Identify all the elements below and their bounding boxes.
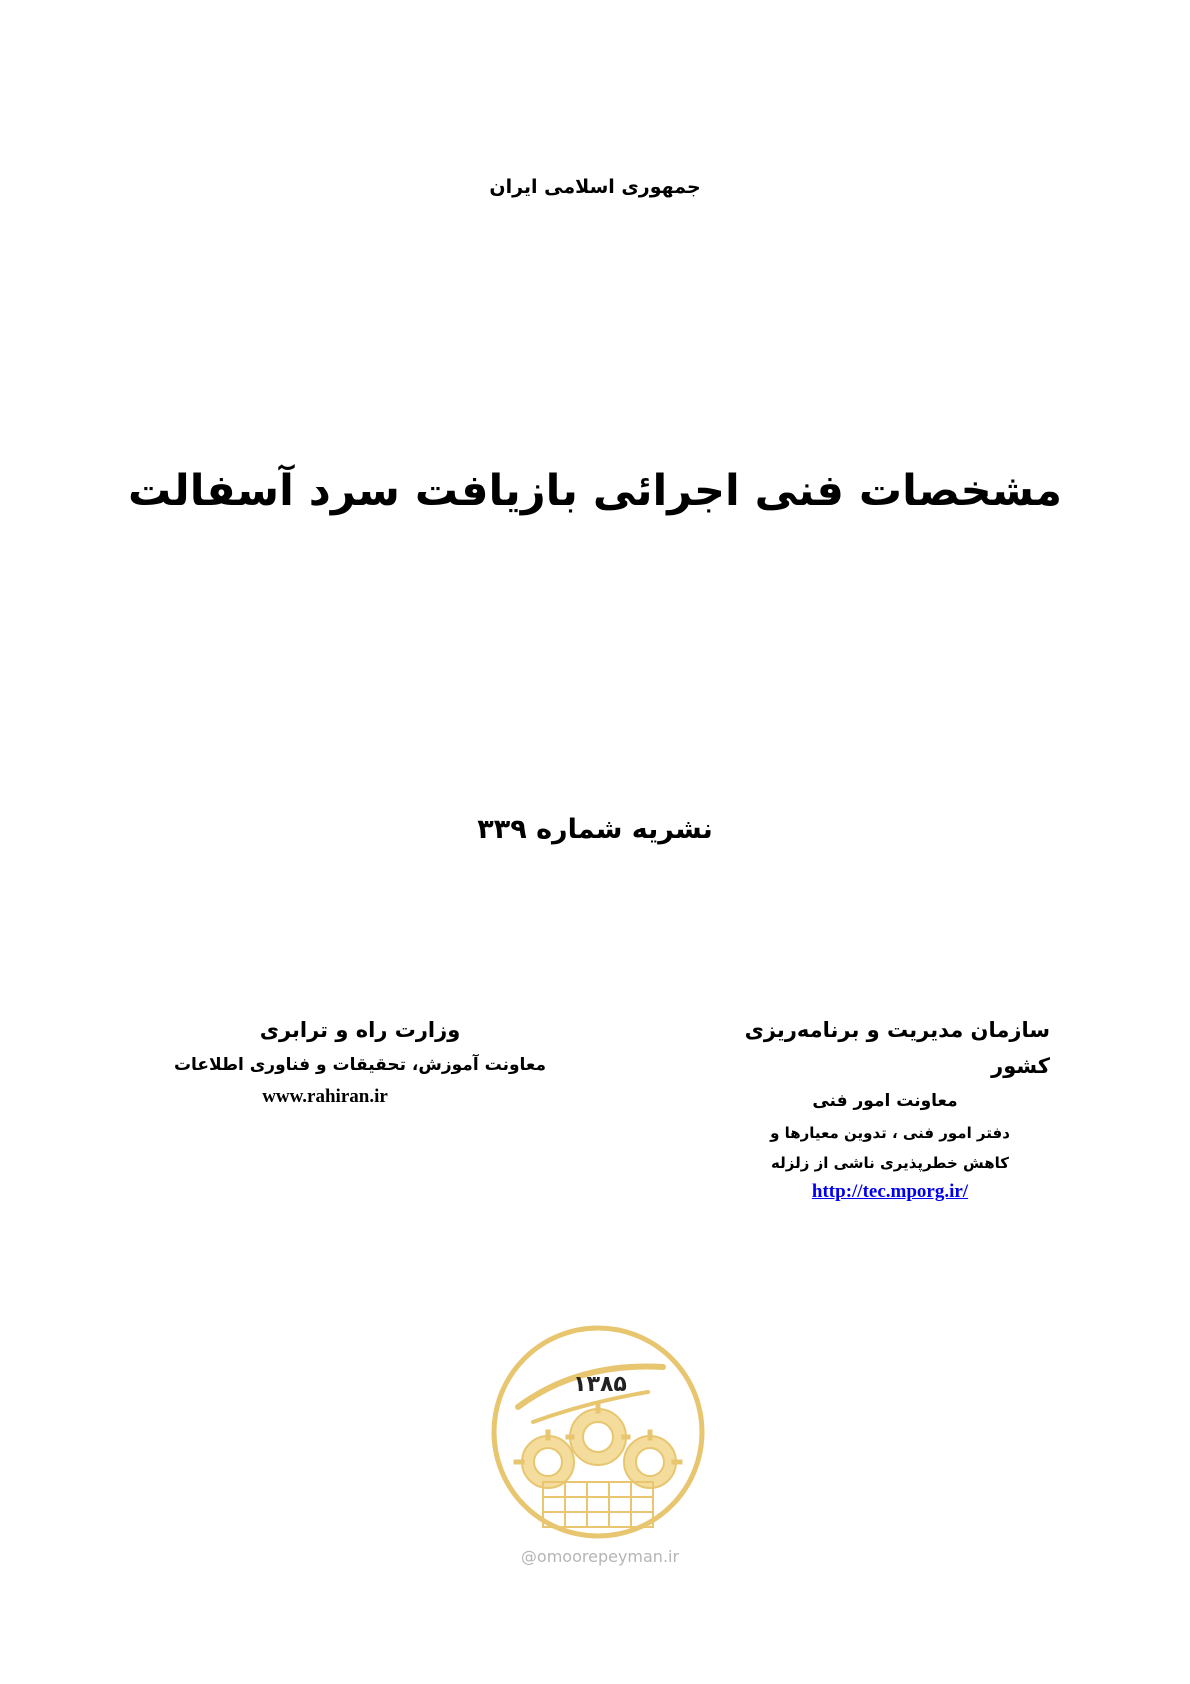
omoorepeyman-seal-icon [488,1322,708,1542]
organization-block [700,1012,1050,1206]
ministry-website: www.rahiran.ir [262,1086,388,1107]
republic-heading: جمهوری اسلامی ایران [489,176,701,198]
document-title: مشخصات فنی اجرائی بازیافت سرد آسفالت [128,466,1062,516]
organization-website-link[interactable]: http://tec.mporg.ir/ [811,1181,969,1202]
organization-name: سازمان مدیریت و برنامه‌ریزی کشور [744,1018,1050,1078]
ministry-name: وزارت راه و ترابری [259,1018,461,1042]
ministry-deputy: معاونت آموزش، تحقیقات و فناوری اطلاعات [173,1055,547,1075]
ministry-block [160,1012,560,1112]
organization-deputy: معاونت امور فنی [812,1091,958,1111]
organization-office-line2: کاهش خطرپذیری ناشی از زلزله [771,1154,1009,1172]
organization-office-line1: دفتر امور فنی ، تدوین معیارها و [770,1124,1010,1142]
watermark: @omoorepeyman.ir [520,1547,680,1566]
seal-year: ۱۳۸۵ [573,1372,627,1397]
publication-number: نشریه شماره ۳۳۹ [477,814,713,845]
